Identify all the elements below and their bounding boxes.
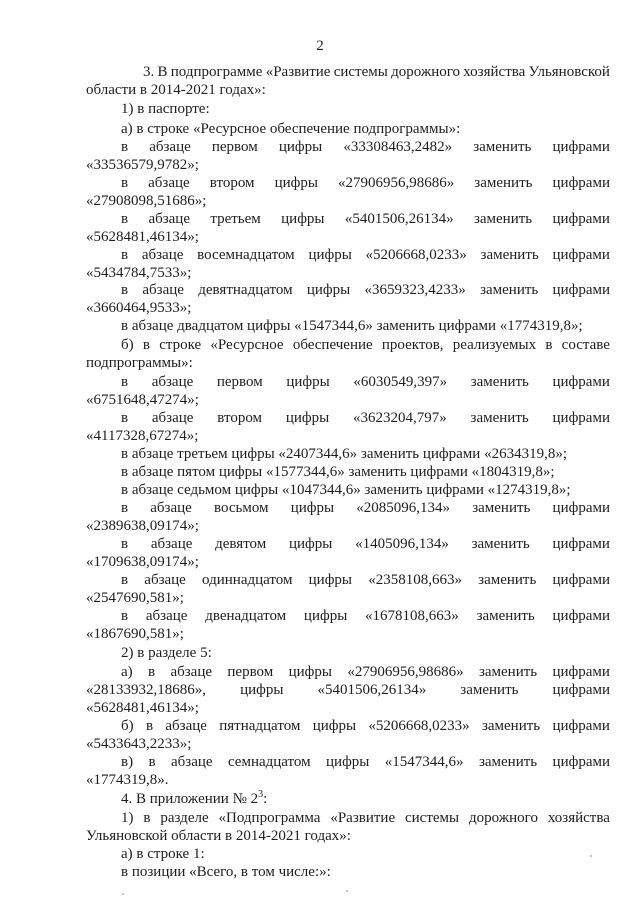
word: одиннадцатом	[202, 572, 293, 588]
word: разделе	[160, 810, 209, 826]
amendment-line	[121, 571, 610, 589]
word: заменить	[473, 211, 533, 227]
word: цифры	[240, 682, 284, 698]
word: заменить	[474, 175, 533, 191]
amendment-line-fifth: в абзаце пятом цифры «1577344,6» заменить цифрами «1804319,8»;	[121, 464, 555, 480]
word: абзаце	[141, 247, 184, 263]
word: в	[121, 410, 129, 426]
word: в)	[121, 754, 134, 770]
word: цифры	[312, 718, 357, 734]
word: «1547344,6»	[384, 754, 464, 770]
section-4-heading-superscript: 3	[258, 789, 264, 800]
section-5-item-a-line-2	[86, 681, 610, 699]
amendment-continuation: «27908098,51686»;	[86, 193, 207, 209]
word: цифрами	[552, 682, 610, 698]
word: «5206668,0233»	[365, 247, 467, 263]
word: «Развитие	[265, 64, 331, 80]
word: цифрами	[552, 410, 610, 426]
word: цифры	[308, 572, 353, 588]
section-5-item-v-line	[121, 753, 610, 771]
word: «3623204,797»	[352, 410, 447, 426]
word: заменить	[478, 754, 538, 770]
word: абзаце	[148, 175, 190, 191]
word: заменить	[470, 374, 529, 390]
word: абзаце	[148, 211, 190, 227]
word: заменить	[478, 664, 538, 680]
amendment-line-seventh: в абзаце седьмом цифры «1047344,6» заменить цифрами «1274319,8»;	[121, 482, 571, 498]
position-total-heading: в позиции «Всего, в том числе:»:	[121, 864, 331, 880]
word: абзаце	[151, 374, 194, 390]
word: «5401506,26134»	[317, 682, 427, 698]
amendment-continuation: «4117328,67274»;	[86, 428, 199, 444]
word: цифрами	[552, 664, 610, 680]
amendment-line	[121, 535, 610, 553]
amendment-continuation: «2547690,581»;	[86, 590, 184, 606]
word: цифры	[274, 175, 318, 191]
word: цифрами	[552, 175, 610, 191]
word: «1405096,134»	[355, 536, 449, 552]
word: девятом	[215, 536, 267, 552]
word: семнадцатом	[227, 754, 311, 770]
word: цифрами	[552, 282, 610, 298]
word: составе	[561, 337, 610, 353]
word: абзаце	[170, 664, 213, 680]
amendment-continuation: «33536579,9782»;	[86, 157, 199, 173]
word: в	[148, 664, 156, 680]
word: хозяйства	[463, 64, 526, 80]
word: «27906956,98686»	[337, 175, 455, 191]
word: цифрами	[552, 572, 610, 588]
word: «27906956,98686»	[347, 664, 464, 680]
word: абзаце	[144, 572, 186, 588]
word: абзаце	[149, 139, 191, 155]
word: цифры	[288, 664, 332, 680]
word: в	[121, 282, 129, 298]
word: цифры	[289, 536, 333, 552]
word: б)	[121, 337, 134, 353]
word: цифрами	[552, 608, 610, 624]
word: обеспечение	[292, 337, 373, 353]
scan-speck	[590, 855, 592, 857]
word: заменить	[472, 500, 531, 516]
word: цифрами	[552, 211, 610, 227]
section-5-item-v-continuation: «1774319,8».	[86, 772, 169, 788]
word: цифрами	[552, 754, 610, 770]
word: в	[545, 337, 553, 353]
word: в	[121, 500, 129, 516]
word: абзаце	[145, 608, 188, 624]
word: девятнадцатом	[198, 282, 293, 298]
amendment-continuation: «5628481,46134»;	[86, 229, 199, 245]
word: цифрами	[552, 536, 610, 552]
word: заменить	[471, 536, 530, 552]
word: в	[148, 754, 156, 770]
amendment-continuation: «1709638,09174»;	[86, 554, 199, 570]
word: «2085096,134»	[356, 500, 451, 516]
word: подпрограмме	[170, 64, 263, 80]
word: первом	[211, 139, 258, 155]
section-3-intro-line-2: области в 2014-2021 годах»:	[86, 82, 266, 98]
word: абзаце	[165, 718, 207, 734]
word: хозяйства	[547, 810, 610, 826]
scan-speck	[122, 893, 124, 895]
amendment-continuation: «3660464,9533»;	[86, 300, 192, 316]
word: «Ресурсное	[210, 337, 284, 353]
word: дорожного	[469, 810, 538, 826]
word: в	[121, 374, 129, 390]
word: в	[121, 608, 129, 624]
word: цифры	[308, 247, 352, 263]
section-4-heading-text: 4. В приложении № 2	[121, 791, 259, 807]
word: в	[143, 810, 151, 826]
amendment-line-third: в абзаце третьем цифры «2407344,6» заменить цифрами «2634319,8»;	[121, 446, 567, 462]
amendment-line	[121, 210, 610, 228]
word: заменить	[473, 139, 532, 155]
amendment-line	[121, 607, 610, 625]
word: первом	[227, 664, 274, 680]
row-projects-heading	[121, 336, 610, 354]
amendment-line	[121, 281, 610, 299]
word: цифры	[281, 211, 325, 227]
row-1-heading: а) в строке 1:	[121, 846, 205, 862]
word: цифрами	[552, 139, 610, 155]
word: в	[121, 572, 129, 588]
word: в	[121, 211, 129, 227]
word: «5206668,0233»	[368, 718, 470, 734]
amendment-line	[121, 174, 610, 192]
word: двенадцатом	[205, 608, 287, 624]
amendment-continuation: «5434784,7533»;	[86, 265, 192, 281]
word: абзаце	[150, 536, 193, 552]
word: заменить	[478, 572, 537, 588]
word: дорожного	[391, 64, 461, 80]
word: восьмом	[214, 500, 269, 516]
word: в	[121, 139, 129, 155]
word: в	[121, 536, 129, 552]
word: цифры	[290, 500, 335, 516]
section-5-item-a-line-1	[121, 663, 610, 681]
section-5-item-b-continuation: «5433643,2233»;	[86, 736, 192, 752]
word: в	[142, 337, 150, 353]
amendment-continuation: «1867690,581»;	[86, 626, 184, 642]
section-5-item-a-continuation: «5628481,46134»;	[86, 700, 199, 716]
word: строке	[159, 337, 202, 353]
section-4-heading-colon: :	[263, 791, 268, 807]
word: «3659323,4233»	[364, 282, 466, 298]
word: «33308463,2482»	[343, 139, 453, 155]
word: цифры	[306, 282, 351, 298]
word: «5401506,26134»	[344, 211, 454, 227]
word: заменить	[480, 282, 539, 298]
word: цифры	[286, 374, 330, 390]
word: цифры	[326, 754, 370, 770]
amendment-continuation: «6751648,47274»;	[86, 392, 199, 408]
word: 3.	[143, 64, 155, 80]
word: «6030549,397»	[353, 374, 448, 390]
word: проектов,	[381, 337, 444, 353]
word: «Развитие	[330, 810, 396, 826]
word: системы	[333, 64, 388, 80]
word: «28133932,18686»,	[86, 682, 206, 698]
word: «Подпрограмма	[218, 810, 321, 826]
amendment-line	[121, 373, 610, 391]
word: б)	[121, 718, 134, 734]
amendment-line	[121, 409, 610, 427]
word: в	[145, 718, 154, 734]
section-4-heading	[121, 790, 267, 808]
word: заменить	[481, 718, 541, 734]
amendment-line	[121, 499, 610, 517]
subpoint-section-5: 2) в разделе 5:	[121, 645, 212, 661]
word: «1678108,663»	[365, 608, 459, 624]
word: втором	[217, 410, 263, 426]
page-number: 2	[316, 38, 324, 54]
word: цифрами	[552, 718, 610, 734]
section-5-item-b-line	[121, 717, 610, 735]
word: заменить	[476, 608, 535, 624]
word: заменить	[460, 682, 519, 698]
word: цифры	[303, 608, 348, 624]
word: абзаце	[142, 282, 184, 298]
word: первом	[216, 374, 263, 390]
word: а)	[121, 664, 133, 680]
word: «2358108,663»	[368, 572, 462, 588]
section-3-intro-line-1	[143, 63, 610, 81]
word: в	[121, 175, 129, 191]
word: цифрами	[552, 500, 610, 516]
scan-speck	[346, 890, 348, 892]
word: Ульяновской	[528, 64, 610, 80]
word: заменить	[470, 410, 529, 426]
word: третьем	[210, 211, 261, 227]
word: реализуемых	[452, 337, 537, 353]
subprogram-section-continuation: Ульяновской области в 2014-2021 годах»:	[86, 828, 351, 844]
subprogram-section-line	[121, 809, 610, 827]
word: восемнадцатом	[197, 247, 295, 263]
word: 1)	[121, 810, 134, 826]
amendment-line	[121, 138, 610, 156]
amendment-line	[121, 246, 610, 264]
word: абзаце	[151, 410, 194, 426]
word: системы	[405, 810, 460, 826]
word: абзаце	[150, 500, 192, 516]
row-projects-heading-continuation: подпрограммы»:	[86, 355, 193, 371]
word: абзаце	[170, 754, 213, 770]
word: цифры	[278, 139, 323, 155]
word: втором	[209, 175, 255, 191]
subpoint-passport: 1) в паспорте:	[121, 101, 210, 117]
amendment-continuation: «2389638,09174»;	[86, 518, 199, 534]
amendment-line-twentieth: в абзаце двадцатом цифры «1547344,6» заменить цифрами «1774319,8»;	[121, 318, 583, 334]
word: цифрами	[552, 374, 610, 390]
word: цифры	[285, 410, 330, 426]
word: пятнадцатом	[219, 718, 301, 734]
word: В	[157, 64, 168, 80]
word: в	[121, 247, 129, 263]
word: цифрами	[552, 247, 610, 263]
word: заменить	[480, 247, 539, 263]
row-resource-provision-heading: а) в строке «Ресурсное обеспечение подпрограммы»:	[121, 121, 461, 137]
